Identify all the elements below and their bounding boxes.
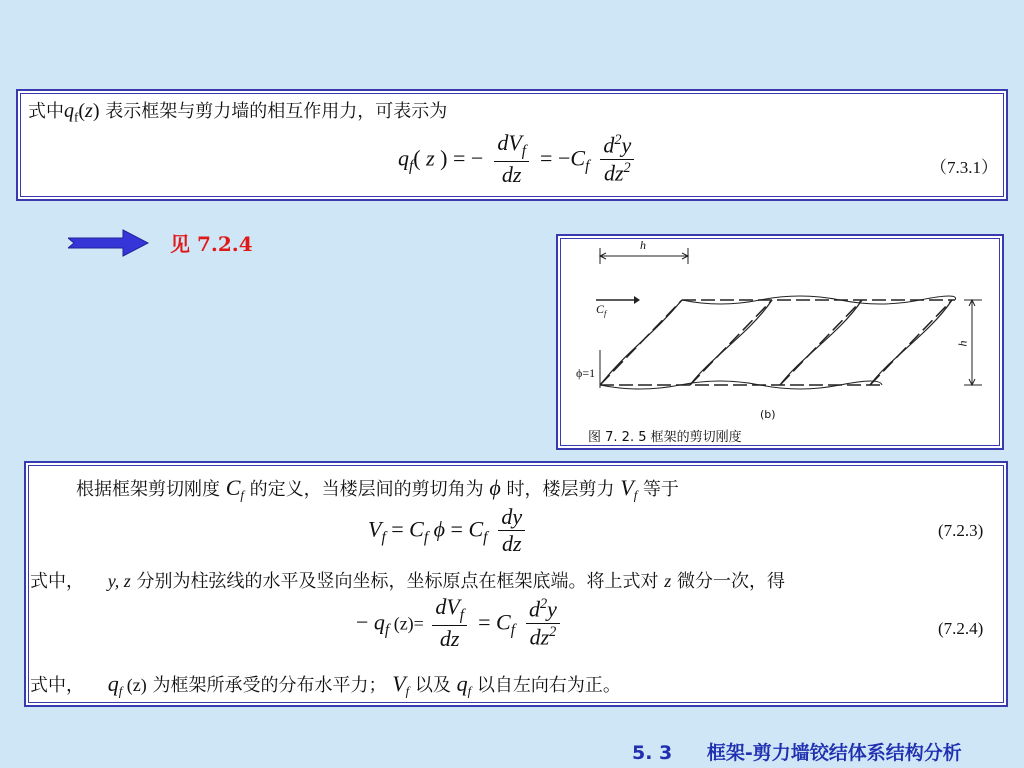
equation-number-7-2-3: (7.2.3) (938, 521, 984, 540)
equation-7-3-1: $q_f$( z ) = − $\frac{dV_f}{dz}$ = $-C_f$ $\frac{d^2y}{dz^2}$ (398, 131, 638, 188)
intro-line: 式中$q_f(z)$ 表示框架与剪力墙的相互作用力，可表示为 (28, 100, 448, 125)
phi-label: ϕ=1 (576, 366, 596, 380)
definition-box (16, 89, 1008, 201)
equation-number: （7.3.1） (930, 158, 998, 177)
derivation-box (24, 461, 1008, 707)
figure-box (556, 234, 1004, 450)
equation-7-2-4: − $q_f$ (z)= $\frac{dV_f}{dz}$ = $C_f$ $\frac{d^2y}{dz^2}$ (356, 595, 564, 652)
section-title: 框架-剪力墙铰结体系结构分析 (706, 742, 962, 764)
equation-number-7-2-4: (7.2.4) (938, 619, 984, 638)
right-h-label: h (955, 340, 970, 347)
figure-caption: 图 7. 2. 5 框架的剪切刚度 (588, 430, 742, 445)
footer-title (632, 738, 962, 765)
section-number: 5. 3 (632, 742, 673, 764)
line-2: 式中， y, z 分别为柱弦线的水平及竖向坐标，坐标原点在框架底端。将上式对 z 微分一次，得 (30, 571, 785, 592)
line-1: 根据框架剪切刚度 $C_f$ 的定义，当楼层间的剪切角为 ϕ 时，楼层剪力 $V_f$ 等于 (76, 475, 679, 503)
panel-b-label: (b) (760, 408, 776, 421)
see-section-link[interactable]: 见 7.2.4 (170, 232, 253, 256)
top-h-label: h (640, 238, 646, 252)
cf-label: $C_f$ (596, 302, 607, 318)
equation-7-2-3: $V_f = C_f$ $\phi = C_f$ $\frac{dy}{dz}$ (368, 505, 529, 556)
arrow-right-icon (68, 229, 150, 257)
line-3: 式中， $q_f$ (z) 为框架所承受的分布水平力； $V_f$ 以及 $q_f$ 以自左向右为正。 (30, 671, 621, 699)
shear-stiffness-diagram (560, 238, 1000, 446)
